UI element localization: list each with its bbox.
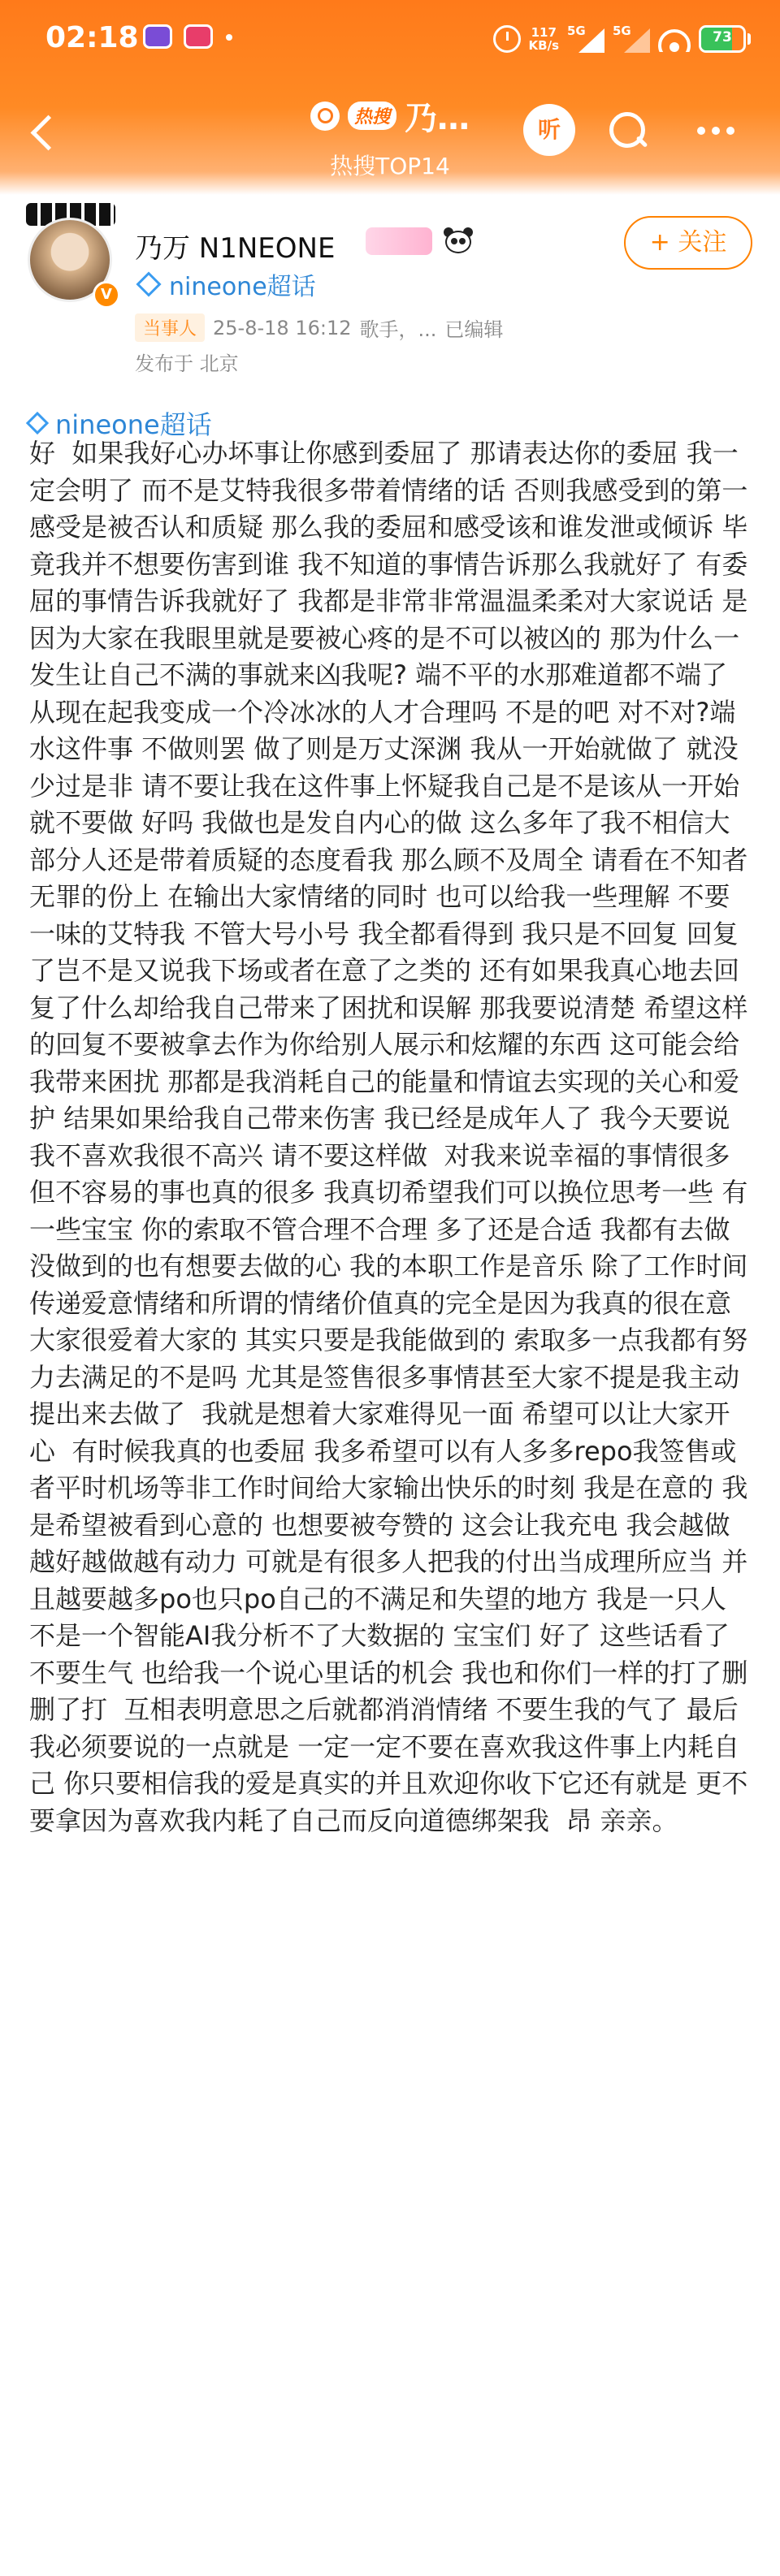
follow-button[interactable]: + 关注 xyxy=(624,216,752,270)
nav-title-group[interactable] xyxy=(244,93,536,181)
post-location: 发布于 北京 xyxy=(135,352,239,375)
app-notification-icon xyxy=(184,24,213,49)
author-category: 歌手，... xyxy=(359,318,437,341)
alarm-icon xyxy=(493,25,521,53)
more-options-button[interactable] xyxy=(697,127,734,135)
post-meta xyxy=(135,313,503,342)
supertopic-label: nineone超话 xyxy=(169,273,316,301)
network-speed-value: 117 xyxy=(531,25,557,40)
supertopic-diamond-icon xyxy=(136,271,161,296)
panda-icon xyxy=(442,226,474,255)
wifi-icon xyxy=(658,26,691,52)
status-time: 02:18 xyxy=(46,21,139,54)
more-notifications-icon xyxy=(226,34,232,41)
verified-badge-icon: V xyxy=(93,281,120,309)
supertopic-diamond-icon xyxy=(26,412,49,434)
status-indicators xyxy=(493,19,751,58)
network-speed xyxy=(529,26,559,52)
battery-level: 73 xyxy=(713,29,732,45)
signal-label: 5G xyxy=(567,24,586,38)
nav-bar xyxy=(0,81,780,187)
post-body-text: 好 如果我好心办坏事让你感到委屈了 那请表达你的委屈 我一定会明了 而不是艾特我很多带着情绪的话 否则我感受到的第一感受是被否认和质疑 那么我的委屈和感受该和谁发泄或倾诉 毕竟我并不想要伤害到谁 我不知道的事情告诉那么我就好了 有委屈的事情告诉我就好了 我都是非常非常温温柔柔对大家说话 是因为大家在我眼里就是要被心疼的是不可以被凶的 那为什么一发生让自己不满的事就来凶我呢? 端不平的水那难道都不端了 从现在起我变成一个冷冰冰的人才合理吗 不是的吧 对不对?端水这件事 不做则罢 做了则是万丈深渊 我从一开始就做了 就没少过是非 请不要让我在这件事上怀疑我自己是不是该从一开始就不要做 好吗 我做也是发自内心的做 这么多年了我不相信大部分人还是带着质疑的态度看我 那么顾不及周全 请看在不知者无罪的份上 在输出大家情绪的同时 也可以给我一些理解 不要一味的艾特我 不管大号小号 我全都看得到 我只是不回复 回复了岂不是又说我下场或者在意了之类的 还有如果我真心地去回复了什么却给我自己带来了困扰和误解 那我要说清楚 希望这样的回复不要被拿去作为你给别人展示和炫耀的东西 这可能会给我带来困扰 那都是我消耗自己的能量和情谊去实现的关心和爱护 结果如果给我自己带来伤害 我已经是成年人了 我今天要说 我不喜欢我很不高兴 请不要这样做 对我来说幸福的事情很多 但不容易的事也真的很多 我真切希望我们可以换位思考一些 有一些宝宝 你的索取不管合理不合理 多了还是合适 我都有去做 没做到的也有想要去做的心 我的本职工作是音乐 除了工作时间 传递爱意情绪和所谓的情绪价值真的完全是因为我真的很在意大家很爱着大家的 其实只要是我能做到的 索取多一点我都有努力去满足的不是吗 尤其是签售很多事情甚至大家不提是我主动提出来去做了 我就是想着大家难得见一面 希望可以让大家开心 有时候我真的也委屈 我多希望可以有人多多repo我签售或者平时机场等非工作时间给大家输出快乐的时刻 我是在意的 我是希望被看到心意的 也想要被夸赞的 这会让我充电 我会越做越好越做越有动力 可就是有很多人把我的付出当成理所应当 并且越要越多po也只po自己的不满足和失望的地方 我是一只人 不是一个智能AI我分析不了大数据的 宝宝们 好了 这些话看了不要生气 也给我一个说心里话的机会 我也和你们一样的打了删删了打 互相表明意思之后就都消消情绪 不要生我的气了 最后我必须要说的一点就是 一定一定不要在喜欢我这件事上内耗自己 你只要相信我的爱是真实的并且欢迎你收下它还有就是 更不要拿因为喜欢我内耗了自己而反向道德绑架我 昂 亲亲。 xyxy=(29,438,765,1836)
post-header xyxy=(0,195,780,406)
author-supertopic[interactable] xyxy=(135,266,316,302)
signal-label: 5G xyxy=(613,24,631,38)
role-tag: 当事人 xyxy=(135,313,205,342)
post-datetime: 25-8-18 16:12 xyxy=(213,316,352,339)
author-username[interactable]: 乃万 N1NEONE xyxy=(135,232,336,265)
back-button[interactable] xyxy=(26,114,62,149)
battery-icon xyxy=(699,25,746,53)
app-notification-icon xyxy=(143,24,172,49)
search-button[interactable] xyxy=(604,109,650,154)
cellular-signal-icon xyxy=(567,25,604,53)
author-avatar-group[interactable] xyxy=(18,203,124,317)
topic-link-label: nineone超话 xyxy=(55,409,212,440)
header xyxy=(0,0,780,195)
cellular-signal-icon xyxy=(613,25,650,53)
network-speed-unit: KB/s xyxy=(528,38,559,53)
status-bar xyxy=(0,0,780,81)
edited-label: 已编辑 xyxy=(444,318,504,341)
hot-search-badge: 热搜 xyxy=(348,102,396,130)
nav-title: 乃… xyxy=(405,100,470,137)
listen-button[interactable]: 听 xyxy=(523,104,575,156)
vip-badge-icon xyxy=(366,227,432,255)
search-icon xyxy=(310,102,340,131)
nav-subtitle: 热搜TOP14 xyxy=(330,153,450,179)
